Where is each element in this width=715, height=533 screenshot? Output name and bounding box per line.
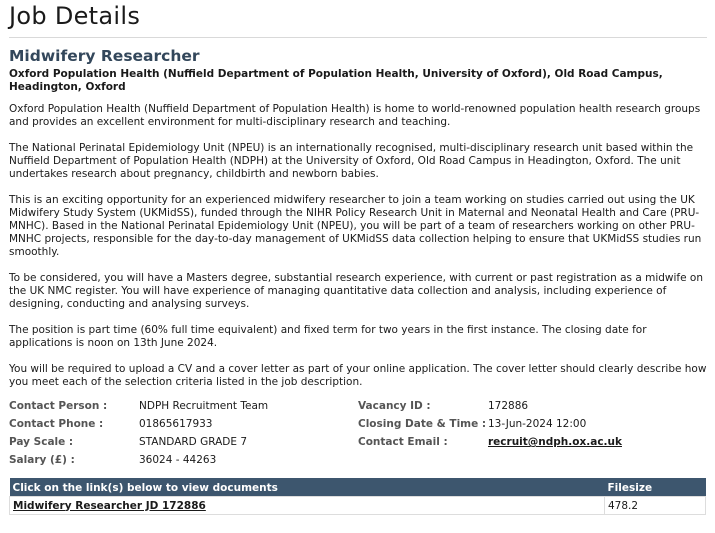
description-paragraph: To be considered, you will have a Masters degree, substantial research experience, with current or past registration as a midwife on the UK NMC register. You will have experience of managing quantitative data collection and analysis, including experience of designing, conducting and analysing surveys. [9, 272, 703, 310]
filesize-header: Filesize [605, 478, 706, 497]
job-description [9, 103, 707, 389]
job-location: Oxford Population Health (Nuffield Department of Population Health, University of Oxford), Old Road Campus, Headington, Oxford [9, 68, 663, 93]
document-size-cell: 478.2 [605, 497, 706, 515]
contact-person-value: NDPH Recruitment Team [139, 400, 269, 412]
table-row [10, 497, 706, 515]
job-details-grid [9, 400, 707, 467]
vacancy-id-value: 172886 [488, 400, 529, 412]
closing-date-value: 13-Jun-2024 12:00 [488, 418, 587, 430]
empty-cell [488, 454, 707, 467]
description-paragraph: The position is part time (60% full time equivalent) and fixed term for two years in the first instance. The closing date for applications is noon on 13th June 2024. [9, 324, 647, 349]
description-paragraph: The National Perinatal Epidemiology Unit (NPEU) is an internationally recognised, multi-disciplinary research unit based within the Nuffield Department of Population Health (NDPH) at the University of Oxford, Old Road Campus in Headington, Oxford. The unit undertakes research about pregnancy, childbirth and newborn babies. [9, 142, 694, 180]
salary-value: 36024 - 44263 [139, 454, 217, 466]
job-title: Midwifery Researcher [9, 47, 200, 65]
contact-phone-value: 01865617933 [139, 418, 213, 430]
description-paragraph: This is an exciting opportunity for an experienced midwifery researcher to join a team working on studies carried out using the UK Midwifery Study System (UKMidSS), funded through the NIHR Policy Research Unit in Maternal and Neonatal Health and Care (PRU-MNHC). Based in the National Perinatal Epidemiology Unit (NPEU), you will be part of a team of researchers working on other PRU-MNHC projects, responsible for the day-to-day management of UKMidSS data collection helping to ensure that UKMidSS studies run smoothly. [9, 194, 702, 258]
contact-email-cell [488, 436, 707, 449]
contact-phone-label: Contact Phone : [9, 418, 104, 430]
page-title: Job Details [9, 2, 141, 30]
pay-scale-value: STANDARD GRADE 7 [139, 436, 248, 448]
contact-email-link[interactable]: recruit@ndph.ox.ac.uk [488, 436, 622, 448]
documents-header-row [10, 478, 706, 497]
salary-label: Salary (£) : [9, 454, 75, 466]
pay-scale-label: Pay Scale : [9, 436, 74, 448]
contact-person-label: Contact Person : [9, 400, 108, 412]
vacancy-id-label: Vacancy ID : [358, 400, 431, 412]
description-paragraph: Oxford Population Health (Nuffield Department of Population Health) is home to world-renowned population health research groups and provides an excellent environment for multi-disciplinary research and teaching. [9, 103, 701, 128]
description-paragraph: You will be required to upload a CV and a cover letter as part of your online application. The cover letter should clearly describe how you meet each of the selection criteria listed in the job description. [9, 363, 707, 388]
title-divider [9, 37, 707, 38]
empty-cell [358, 454, 488, 467]
documents-table [9, 478, 706, 515]
documents-header: Click on the link(s) below to view documents [10, 478, 605, 497]
contact-email-label: Contact Email : [358, 436, 448, 448]
document-name-cell [10, 497, 605, 515]
closing-date-label: Closing Date & Time : [358, 418, 487, 430]
document-link[interactable]: Midwifery Researcher JD 172886 [13, 499, 206, 512]
